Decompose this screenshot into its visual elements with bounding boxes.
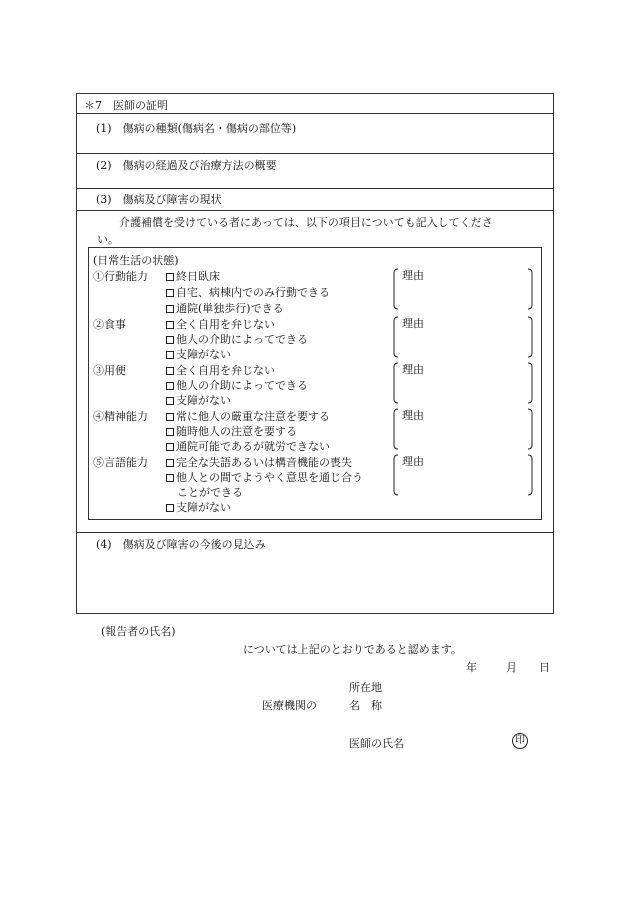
checkbox-icon[interactable] (166, 305, 174, 313)
row-current-condition: (3) 傷病及び障害の現状 (96, 193, 222, 206)
reason-label: 理由 (402, 269, 424, 282)
care-note-line1: 介護補償を受けている者にあっては、以下の項目についても記入してくださ (119, 216, 493, 229)
address-label: 所在地 (349, 681, 382, 694)
checkbox-option[interactable]: 完全な失語あるいは構音機能の喪失 (166, 454, 352, 470)
row-treatment-summary: (2) 傷病の経過及び治療方法の概要 (96, 159, 277, 172)
checkbox-icon[interactable] (166, 504, 174, 512)
reason-field[interactable] (391, 408, 535, 450)
checkbox-icon[interactable] (166, 397, 174, 405)
checkbox-option[interactable]: 全く自用を弁じない (166, 316, 275, 332)
checkbox-icon[interactable] (166, 443, 174, 451)
reason-label: 理由 (402, 317, 424, 330)
reason-field[interactable] (391, 316, 535, 358)
option-continuation: ことができる (177, 486, 243, 499)
checkbox-icon[interactable] (166, 289, 174, 297)
checkbox-icon[interactable] (166, 351, 174, 359)
checkbox-option[interactable]: 他人の介助によってできる (166, 377, 308, 393)
row-prognosis: (4) 傷病及び障害の今後の見込み (96, 538, 266, 551)
section-header: ＊7 医師の証明 (84, 99, 168, 112)
care-note-line2: い。 (97, 233, 119, 246)
checkbox-option[interactable]: 全く自用を弁じない (166, 362, 275, 378)
checkbox-option[interactable]: 随時他人の注意を要する (166, 423, 297, 439)
checkbox-icon[interactable] (166, 382, 174, 390)
row-divider (77, 532, 553, 533)
checkbox-icon[interactable] (166, 459, 174, 467)
checkbox-option[interactable]: 支障がない (166, 499, 231, 515)
institution-label: 医療機関の (262, 699, 317, 712)
reason-label: 理由 (402, 409, 424, 422)
row-divider (77, 153, 553, 154)
checkbox-option[interactable]: 支障がない (166, 392, 231, 408)
reason-label: 理由 (402, 363, 424, 376)
reporter-name-label: (報告者の氏名) (101, 625, 176, 638)
checkbox-option[interactable]: 通院(単独歩行)できる (166, 300, 284, 316)
seal-icon: 印 (512, 733, 528, 749)
checkbox-icon[interactable] (166, 428, 174, 436)
row-divider (77, 188, 553, 189)
checkbox-option[interactable]: 他人との間でようやく意思を通じ合う (166, 469, 363, 485)
checkbox-icon[interactable] (166, 273, 174, 281)
doctor-name-label: 医師の氏名 (349, 737, 404, 750)
checkbox-option[interactable]: 終日臥床 (166, 268, 220, 284)
category-label: ④精神能力 (93, 410, 148, 423)
checkbox-icon[interactable] (166, 474, 174, 482)
category-label: ②食事 (93, 318, 126, 331)
row-divider (77, 113, 553, 114)
category-label: ①行動能力 (93, 270, 148, 283)
checkbox-icon[interactable] (166, 336, 174, 344)
daily-life-title: (日常生活の状態) (93, 254, 179, 267)
checkbox-option[interactable]: 自宅、病棟内でのみ行動できる (166, 284, 330, 300)
reason-field[interactable] (391, 362, 535, 404)
date-day: 日 (539, 661, 550, 674)
date-month: 月 (506, 661, 517, 674)
checkbox-option[interactable]: 支障がない (166, 346, 231, 362)
category-label: ⑤言語能力 (93, 456, 148, 469)
checkbox-option[interactable]: 通院可能であるが就労できない (166, 438, 330, 454)
row-injury-type: (1) 傷病の種類(傷病名・傷病の部位等) (96, 122, 297, 135)
institution-name-label: 名 称 (349, 699, 382, 712)
reason-label: 理由 (402, 455, 424, 468)
checkbox-icon[interactable] (166, 321, 174, 329)
checkbox-option[interactable]: 他人の介助によってできる (166, 331, 308, 347)
checkbox-icon[interactable] (166, 413, 174, 421)
checkbox-icon[interactable] (166, 367, 174, 375)
date-year: 年 (466, 661, 477, 674)
reason-field[interactable] (391, 268, 535, 310)
category-label: ③用便 (93, 364, 126, 377)
checkbox-option[interactable]: 常に他人の厳重な注意を要する (166, 408, 330, 424)
reason-field[interactable] (391, 454, 535, 496)
row-divider (77, 210, 553, 211)
certification-text: については上記のとおりであると認めます。 (243, 643, 462, 656)
